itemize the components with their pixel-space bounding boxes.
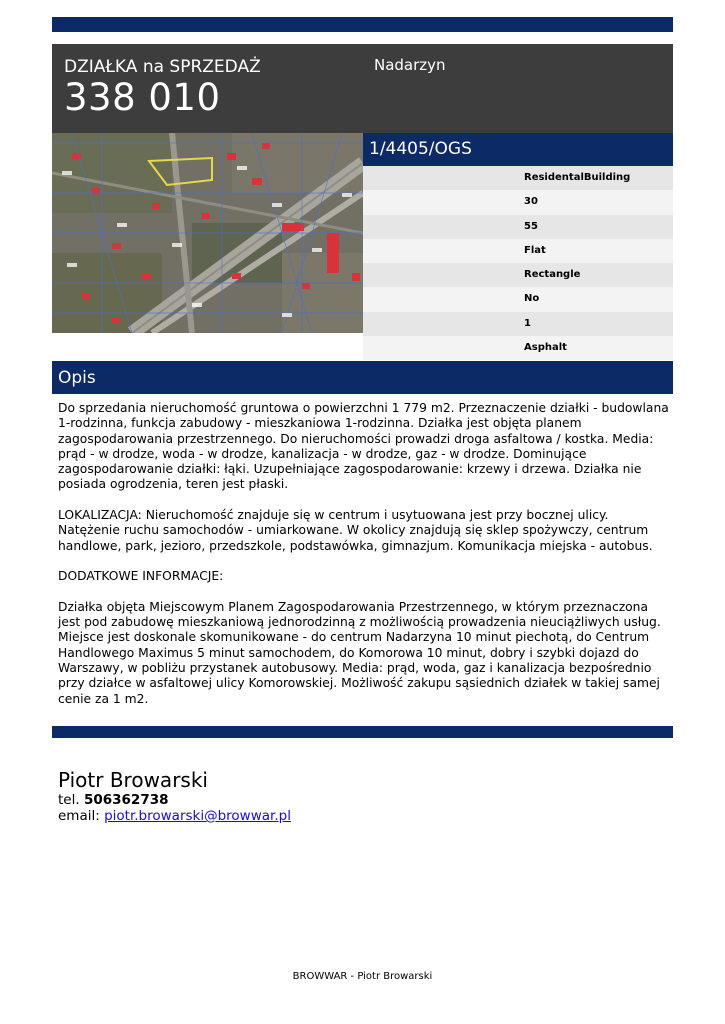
plot-map-image[interactable]	[52, 133, 363, 333]
listing-location: Nadarzyn	[374, 56, 446, 74]
section-title: Opis	[58, 368, 96, 388]
agent-phone[interactable]: 506362738	[83, 792, 169, 808]
phone-label: tel.	[58, 792, 80, 808]
param-row: 1	[363, 312, 673, 336]
description-section-bar	[52, 361, 673, 394]
agent-email-line	[58, 808, 291, 824]
param-row: Flat	[363, 239, 673, 263]
bottom-accent-bar	[52, 726, 673, 738]
description-paragraph: DODATKOWE INFORMACJE:	[58, 569, 224, 584]
top-accent-bar	[52, 17, 673, 32]
param-row: 30	[363, 190, 673, 214]
aerial-map-icon	[52, 133, 363, 333]
description-text	[58, 401, 670, 722]
param-row: 55	[363, 215, 673, 239]
reference-number: 1/4405/OGS	[369, 139, 472, 159]
description-paragraph: Działka objęta Miejscowym Planem Zagospodarowania Przestrzennego, w którym przeznaczona jest pod zabudowę mieszkaniową jednorodzinną z możliwością prowadzenia nieuciążliwych usług. Miejsce jest doskonale skomunikowane - do centrum Nadarzyna 10 minut piechotą, do Centrum Handlowego Maximus 5 minut samochodem, do Komorowa 10 minut, dobry i szybki dojazd do Warszawy, w pobliżu przystanek autobusowy. Media: prąd, woda, gaz i kanalizacja bezpośrednio przy działce w asfaltowej ulicy Komorowskiej. Możliwość zakupu sąsiednich działek w takiej samej cenie za 1 m2.	[58, 599, 661, 706]
agent-phone-line	[58, 792, 291, 808]
agent-email-link[interactable]: piotr.browarski@browwar.pl	[104, 808, 291, 824]
param-row: Rectangle	[363, 263, 673, 287]
parameter-list	[363, 166, 673, 360]
listing-type: DZIAŁKA na SPRZEDAŻ	[64, 57, 261, 77]
email-label: email:	[58, 808, 100, 824]
param-row: ResidentalBuilding	[363, 166, 673, 190]
listing-header	[52, 44, 673, 133]
param-row: No	[363, 287, 673, 311]
agent-name: Piotr Browarski	[58, 768, 208, 792]
reference-bar	[363, 133, 673, 166]
param-row: Asphalt	[363, 336, 673, 360]
agent-contact	[58, 768, 291, 824]
listing-price: 338 010	[64, 76, 221, 119]
description-paragraph: LOKALIZACJA: Nieruchomość znajduje się w centrum i usytuowana jest przy bocznej ulicy. Natężenie ruchu samochodów - umiarkowane. W okolicy znajdują się sklep spożywczy, centrum handlowe, park, jezioro, przedszkole, podstawówka, gimnazjum. Komunikacja miejska - autobus.	[58, 508, 653, 553]
page-footer: BROWWAR - Piotr Browarski	[292, 971, 433, 982]
description-paragraph: Do sprzedania nieruchomość gruntowa o powierzchni 1 779 m2. Przeznaczenie działki - budowlana 1-rodzinna, funkcja zabudowy - mieszkaniowa 1-rodzinna. Działka jest objęta planem zagospodarowania przestrzennego. Do nieruchomości prowadzi droga asfaltowa / kostka. Media: prąd - w drodze, woda - w drodze, kanalizacja - w drodze, gaz - w drodze. Dominujące zagospodarowanie działki: łąki. Uzupełniające zagospodarowanie: krzewy i drzewa. Działka nie posiada ogrodzenia, teren jest płaski.	[58, 401, 669, 492]
